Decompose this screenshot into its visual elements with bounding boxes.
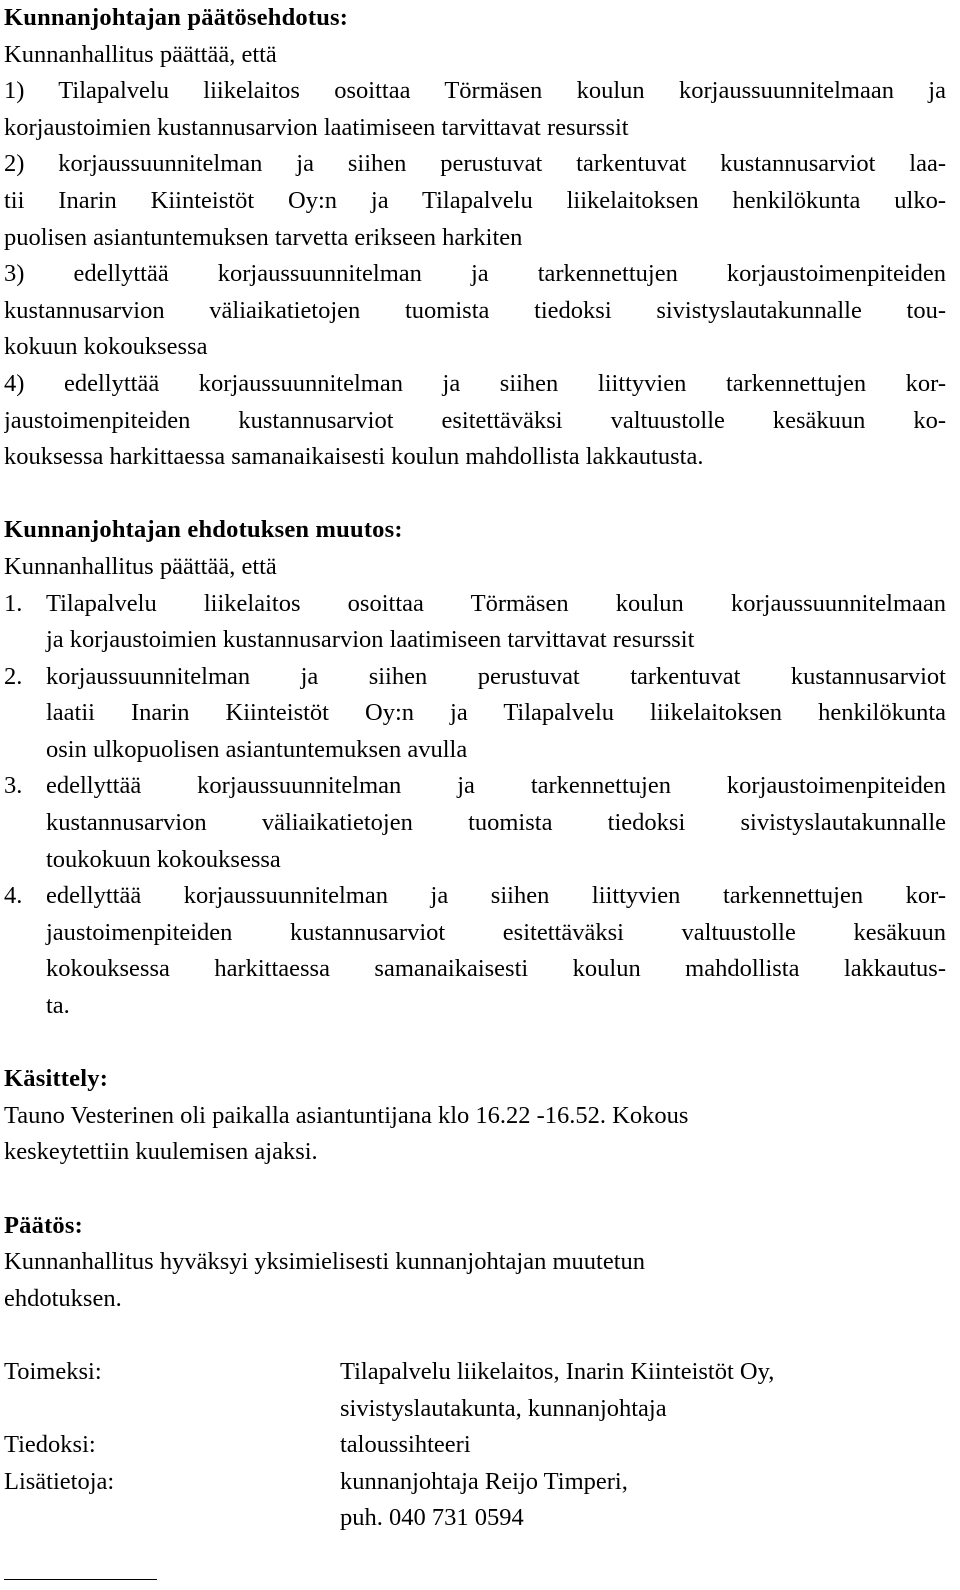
item-text: jaustoimenpiteiden kustannusarviot esitettäväksi valtuustolle kesäkuun bbox=[46, 918, 946, 946]
tiedoksi-label: Tiedoksi: bbox=[4, 1431, 96, 1459]
proposal-line: kouksessa harkittaessa samanaikaisesti koulun mahdollista lakkautusta. bbox=[4, 443, 704, 471]
proposal-line: 2) korjaussuunnitelman ja siihen perustuvat tarkentuvat kustannusarviot laa- bbox=[4, 150, 946, 178]
toimeksi-value: sivistyslautakunta, kunnanjohtaja bbox=[340, 1394, 667, 1422]
item-text: ta. bbox=[46, 992, 70, 1020]
item-number: 1. bbox=[4, 589, 23, 617]
spacer bbox=[4, 476, 946, 513]
handling-line: Tauno Vesterinen oli paikalla asiantuntijana klo 16.22 -16.52. Kokous bbox=[4, 1101, 689, 1129]
item-text: edellyttää korjaussuunnitelman ja tarkennettujen korjaustoimenpiteiden bbox=[46, 772, 946, 800]
item-text: kustannusarvion väliaikatietojen tuomista tiedoksi sivistyslautakunnalle bbox=[46, 809, 946, 837]
decision-line: Kunnanhallitus hyväksyi yksimielisesti kunnanjohtajan muutetun bbox=[4, 1248, 646, 1276]
spacer bbox=[4, 1171, 946, 1208]
item-text: laatii Inarin Kiinteistöt Oy:n ja Tilapalvelu liikelaitoksen henkilökunta bbox=[46, 699, 946, 727]
item-text: osin ulkopuolisen asiantuntemuksen avulla bbox=[46, 735, 468, 763]
proposal-line: 4) edellyttää korjaussuunnitelman ja siihen liittyvien tarkennettujen kor- bbox=[4, 369, 946, 397]
proposal-section bbox=[4, 0, 946, 476]
proposal-line: tii Inarin Kiinteistöt Oy:n ja Tilapalvelu liikelaitoksen henkilökunta ulko- bbox=[4, 186, 946, 214]
item-number: 2. bbox=[4, 662, 23, 690]
proposal-line: 3) edellyttää korjaussuunnitelman ja tarkennettujen korjaustoimenpiteiden bbox=[4, 260, 946, 288]
amendment-heading: Kunnanjohtajan ehdotuksen muutos: bbox=[4, 516, 403, 544]
distribution-section bbox=[4, 1354, 946, 1537]
proposal-line: korjaustoimien kustannusarvion laatimiseen tarvittavat resurssit bbox=[4, 113, 629, 141]
proposal-line: Kunnanhallitus päättää, että bbox=[4, 40, 277, 68]
item-text: kokouksessa harkittaessa samanaikaisesti koulun mahdollista lakkautus- bbox=[46, 955, 946, 983]
spacer bbox=[4, 1317, 946, 1354]
lisatietoja-label: Lisätietoja: bbox=[4, 1467, 115, 1495]
handling-heading: Käsittely: bbox=[4, 1065, 109, 1093]
amendment-item bbox=[4, 659, 946, 769]
proposal-line: kokuun kokouksessa bbox=[4, 333, 208, 361]
proposal-line: jaustoimenpiteiden kustannusarviot esitettäväksi valtuustolle kesäkuun ko- bbox=[4, 406, 946, 434]
footnote-divider bbox=[4, 1579, 157, 1580]
decision-section bbox=[4, 1208, 946, 1318]
item-number: 3. bbox=[4, 772, 23, 800]
amendment-item bbox=[4, 768, 946, 878]
handling-section bbox=[4, 1061, 946, 1171]
lisatietoja-value: kunnanjohtaja Reijo Timperi, bbox=[340, 1467, 628, 1495]
spacer bbox=[4, 1025, 946, 1062]
item-number: 4. bbox=[4, 882, 23, 910]
toimeksi-value: Tilapalvelu liikelaitos, Inarin Kiinteistöt Oy, bbox=[340, 1357, 775, 1385]
lisatietoja-row bbox=[4, 1464, 946, 1537]
item-text: edellyttää korjaussuunnitelman ja siihen liittyvien tarkennettujen kor- bbox=[46, 882, 946, 910]
decision-heading: Päätös: bbox=[4, 1211, 83, 1239]
handling-line: keskeytettiin kuulemisen ajaksi. bbox=[4, 1138, 318, 1166]
item-text: Tilapalvelu liikelaitos osoittaa Törmäsen koulun korjaussuunnitelmaan bbox=[46, 589, 946, 617]
amendment-intro: Kunnanhallitus päättää, että bbox=[4, 552, 277, 580]
toimeksi-row bbox=[4, 1354, 946, 1427]
decision-line: ehdotuksen. bbox=[4, 1284, 122, 1312]
proposal-line: puolisen asiantuntemuksen tarvetta erikseen harkiten bbox=[4, 223, 523, 251]
toimeksi-label: Toimeksi: bbox=[4, 1357, 102, 1385]
item-text: toukokuun kokouksessa bbox=[46, 845, 281, 873]
proposal-line: 1) Tilapalvelu liikelaitos osoittaa Törmäsen koulun korjaussuunnitelmaan ja bbox=[4, 77, 946, 105]
tiedoksi-row bbox=[4, 1427, 946, 1464]
proposal-line: kustannusarvion väliaikatietojen tuomista tiedoksi sivistyslautakunnalle tou- bbox=[4, 296, 946, 324]
tiedoksi-value: taloussihteeri bbox=[340, 1431, 471, 1459]
item-text: korjaussuunnitelman ja siihen perustuvat tarkentuvat kustannusarviot bbox=[46, 662, 946, 690]
amendment-item bbox=[4, 586, 946, 659]
amendment-item bbox=[4, 878, 946, 1024]
amendment-section bbox=[4, 512, 946, 1024]
proposal-heading: Kunnanjohtajan päätösehdotus: bbox=[4, 4, 349, 31]
item-text: ja korjaustoimien kustannusarvion laatimiseen tarvittavat resurssit bbox=[46, 626, 695, 654]
lisatietoja-value: puh. 040 731 0594 bbox=[340, 1504, 524, 1532]
